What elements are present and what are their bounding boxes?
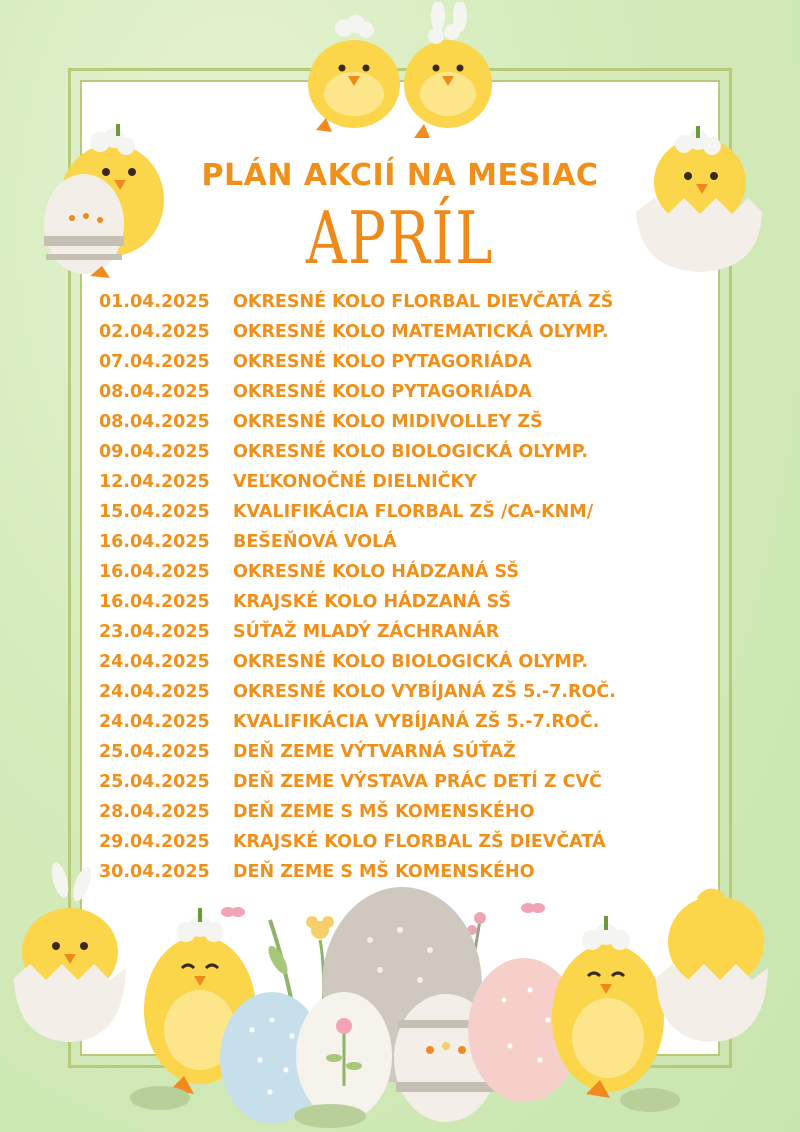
- event-date: 25.04.2025: [99, 742, 210, 762]
- event-list: [99, 287, 719, 887]
- event-date: 08.04.2025: [99, 382, 210, 402]
- month-title: APRÍL: [306, 196, 494, 280]
- event-item: [99, 557, 719, 587]
- event-item: [99, 407, 719, 437]
- chick-pair-icon: [296, 2, 506, 142]
- event-item: [99, 647, 719, 677]
- event-date: 07.04.2025: [99, 352, 210, 372]
- easter-egg-icon: [296, 992, 392, 1120]
- event-item: [99, 347, 719, 377]
- event-date: 16.04.2025: [99, 592, 210, 612]
- event-date: 24.04.2025: [99, 682, 210, 702]
- chick-icon: [552, 916, 664, 1098]
- event-date: 01.04.2025: [99, 292, 210, 312]
- event-item: [99, 677, 719, 707]
- event-date: 16.04.2025: [99, 562, 210, 582]
- event-name: OKRESNÉ KOLO PYTAGORIÁDA: [233, 382, 532, 402]
- event-item: [99, 317, 719, 347]
- event-name: KVALIFIKÁCIA VYBÍJANÁ ZŠ 5.-7.ROČ.: [233, 712, 600, 732]
- event-item: [99, 827, 719, 857]
- event-date: 02.04.2025: [99, 322, 210, 342]
- butterfly-icon: [521, 903, 545, 913]
- event-date: 16.04.2025: [99, 532, 210, 552]
- event-item: [99, 617, 719, 647]
- event-name: VEĽKONOČNÉ DIELNIČKY: [233, 472, 477, 492]
- event-name: DEŇ ZEME VÝTVARNÁ SÚŤAŽ: [233, 742, 516, 762]
- event-item: [99, 707, 719, 737]
- event-item: [99, 527, 719, 557]
- event-item: [99, 767, 719, 797]
- event-item: [99, 287, 719, 317]
- event-item: [99, 497, 719, 527]
- event-date: 15.04.2025: [99, 502, 210, 522]
- event-date: 24.04.2025: [99, 652, 210, 672]
- chick-icon: [404, 2, 492, 138]
- event-name: OKRESNÉ KOLO PYTAGORIÁDA: [233, 352, 532, 372]
- event-date: 25.04.2025: [99, 772, 210, 792]
- event-name: OKRESNÉ KOLO BIOLOGICKÁ OLYMP.: [233, 442, 589, 462]
- event-item: [99, 587, 719, 617]
- event-name: SÚŤAŽ MLADÝ ZÁCHRANÁR: [233, 622, 500, 642]
- event-date: 24.04.2025: [99, 712, 210, 732]
- event-name: DEŇ ZEME VÝSTAVA PRÁC DETÍ Z CVČ: [233, 772, 602, 792]
- event-name: OKRESNÉ KOLO FLORBAL DIEVČATÁ ZŠ: [233, 292, 614, 312]
- event-date: 28.04.2025: [99, 802, 210, 822]
- event-name: OKRESNÉ KOLO BIOLOGICKÁ OLYMP.: [233, 652, 589, 672]
- event-name: OKRESNÉ KOLO MIDIVOLLEY ZŠ: [233, 412, 543, 432]
- event-name: OKRESNÉ KOLO HÁDZANÁ SŠ: [233, 562, 519, 582]
- event-date: 30.04.2025: [99, 862, 210, 882]
- event-date: 23.04.2025: [99, 622, 210, 642]
- bottom-easter-decoration: [0, 860, 800, 1132]
- event-item: [99, 437, 719, 467]
- event-name: KVALIFIKÁCIA FLORBAL ZŠ /CA-KNM/: [233, 502, 594, 522]
- butterfly-icon: [221, 907, 245, 917]
- event-date: 08.04.2025: [99, 412, 210, 432]
- page-heading: PLÁN AKCIÍ NA MESIAC: [201, 158, 599, 193]
- event-name: DEŇ ZEME S MŠ KOMENSKÉHO: [233, 802, 535, 822]
- event-item: [99, 797, 719, 827]
- event-name: DEŇ ZEME S MŠ KOMENSKÉHO: [233, 862, 535, 882]
- event-name: OKRESNÉ KOLO VYBÍJANÁ ZŠ 5.-7.ROČ.: [233, 682, 616, 702]
- event-date: 12.04.2025: [99, 472, 210, 492]
- eggshell-chick-icon: [14, 861, 126, 1042]
- event-date: 29.04.2025: [99, 832, 210, 852]
- chick-icon: [308, 15, 400, 132]
- event-item: [99, 737, 719, 767]
- event-name: KRAJSKÉ KOLO HÁDZANÁ SŠ: [233, 592, 512, 612]
- eggshell-chick-icon: [656, 892, 768, 1042]
- event-item: [99, 467, 719, 497]
- event-date: 09.04.2025: [99, 442, 210, 462]
- event-name: KRAJSKÉ KOLO FLORBAL ZŠ DIEVČATÁ: [233, 832, 606, 852]
- event-item: [99, 377, 719, 407]
- event-name: OKRESNÉ KOLO MATEMATICKÁ OLYMP.: [233, 322, 609, 342]
- event-name: BEŠEŇOVÁ VOLÁ: [233, 532, 397, 552]
